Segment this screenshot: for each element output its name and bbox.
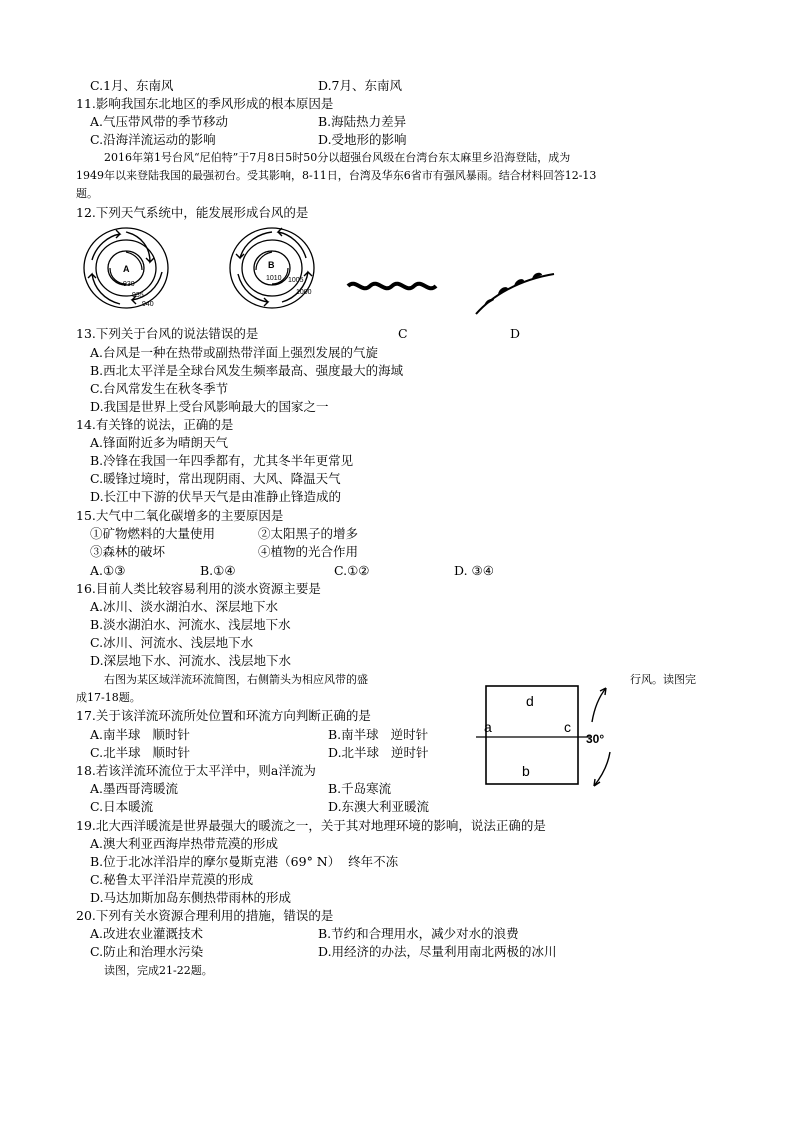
q17-option-d: D.北半球 逆时针 bbox=[328, 745, 429, 760]
current-label-d: d bbox=[526, 693, 534, 709]
q14-option-b: B.冷锋在我国一年四季都有，尤其冬半年更常见 bbox=[90, 453, 354, 468]
typhoon-material-line3: 题。 bbox=[76, 187, 98, 200]
q13-option-c: C.台风常发生在秋冬季节 bbox=[90, 381, 229, 396]
q17-stem: 17.关于该洋流环流所处位置和环流方向判断正确的是 bbox=[76, 708, 371, 723]
q18-option-d: D.东澳大利亚暖流 bbox=[328, 799, 430, 814]
q12-diagram-a-center-label: A bbox=[123, 264, 130, 274]
q15-stem: 15.大气中二氧化碳增多的主要原因是 bbox=[76, 508, 284, 523]
q20-option-c: C.防止和治理水污染 bbox=[90, 944, 204, 959]
q18-stem: 18.若该洋流环流位于太平洋中，则a洋流为 bbox=[76, 763, 316, 778]
q13-option-b: B.西北太平洋是全球台风发生频率最高、强度最大的海域 bbox=[90, 363, 404, 378]
typhoon-material-line1: 2016年第1号台风“尼伯特”于7月8日5时50分以超强台风级在台湾台东太麻里乡沿海登陆，成为 bbox=[104, 151, 571, 164]
q17-option-c: C.北半球 顺时针 bbox=[90, 745, 191, 760]
q13-option-d: D.我国是世界上受台风影响最大的国家之一 bbox=[90, 399, 329, 414]
current-material-line1b: 行风。读图完 bbox=[630, 673, 696, 686]
q14-option-d: D.长江中下游的伏旱天气是由准静止锋造成的 bbox=[90, 489, 342, 504]
q19-option-b: B.位于北冰洋沿岸的摩尔曼斯克港（69° N） 终年不冻 bbox=[90, 854, 399, 869]
q15-item-1: ①矿物燃料的大量使用 bbox=[90, 526, 216, 541]
q19-option-d: D.马达加斯加岛东侧热带雨林的形成 bbox=[90, 890, 292, 905]
q10-option-c: C.1月、东南风 bbox=[90, 78, 174, 93]
current-label-b: b bbox=[522, 763, 530, 779]
q20-stem: 20.下列有关水资源合理利用的措施，错误的是 bbox=[76, 908, 334, 923]
q12-diagram-d-front bbox=[470, 262, 560, 318]
q10-option-d: D.7月、东南风 bbox=[318, 78, 403, 93]
current-material-line1a: 右图为某区域洋流环流简图，右侧箭头为相应风带的盛 bbox=[104, 673, 368, 686]
q19-stem: 19.北大西洋暖流是世界最强大的暖流之一，关于其对地理环境的影响，说法正确的是 bbox=[76, 818, 546, 833]
q12-diagram-b-isobar-2: 1005 bbox=[288, 277, 304, 284]
ocean-current-diagram bbox=[470, 680, 620, 792]
q16-option-c: C.冰川、河流水、浅层地下水 bbox=[90, 635, 254, 650]
q12-diagram-a-isobar-1: 930 bbox=[123, 281, 135, 288]
q15-option-c: C.①② bbox=[334, 563, 370, 578]
q11-option-c: C.沿海洋流运动的影响 bbox=[90, 132, 216, 147]
q16-stem: 16.目前人类比较容易利用的淡水资源主要是 bbox=[76, 581, 321, 596]
q11-option-a: A.气压带风带的季节移动 bbox=[90, 114, 229, 129]
q18-option-b: B.千岛寒流 bbox=[328, 781, 392, 796]
q20-option-b: B.节约和合理用水，减少对水的浪费 bbox=[318, 926, 519, 941]
q20-option-a: A.改进农业灌溉技术 bbox=[90, 926, 204, 941]
q19-option-a: A.澳大利亚西海岸热带荒漠的形成 bbox=[90, 836, 279, 851]
q18-option-a: A.墨西哥湾暖流 bbox=[90, 781, 179, 796]
q12-diagram-b bbox=[226, 222, 318, 314]
q12-stem: 12.下列天气系统中，能发展形成台风的是 bbox=[76, 205, 309, 220]
q12-label-c: C bbox=[398, 326, 408, 341]
q16-option-d: D.深层地下水、河流水、浅层地下水 bbox=[90, 653, 292, 668]
q12-label-d: D bbox=[510, 326, 521, 341]
q12-diagram-c-front bbox=[344, 272, 444, 306]
q15-item-4: ④植物的光合作用 bbox=[258, 544, 359, 559]
q11-stem: 11.影响我国东北地区的季风形成的根本原因是 bbox=[76, 96, 334, 111]
q12-diagram-b-isobar-3: 1000 bbox=[296, 289, 312, 296]
next-section-instruction: 读图，完成21-22题。 bbox=[104, 964, 213, 977]
q19-option-c: C.秘鲁太平洋沿岸荒漠的形成 bbox=[90, 872, 254, 887]
q13-option-a: A.台风是一种在热带或副热带洋面上强烈发展的气旋 bbox=[90, 345, 379, 360]
current-label-c: c bbox=[564, 719, 571, 735]
q12-diagram-a bbox=[80, 222, 170, 314]
q20-option-d: D.用经济的办法，尽量利用南北两极的冰川 bbox=[318, 944, 557, 959]
q15-option-a: A.①③ bbox=[90, 563, 126, 578]
current-label-a: a bbox=[484, 719, 492, 735]
q14-option-a: A.锋面附近多为晴朗天气 bbox=[90, 435, 229, 450]
q12-diagram-b-center-label: B bbox=[268, 260, 275, 270]
q15-option-d: D. ③④ bbox=[454, 563, 494, 578]
latitude-30-label: 30° bbox=[586, 732, 605, 746]
current-material-line2: 成17-18题。 bbox=[76, 691, 141, 704]
q12-diagram-b-isobar-1: 1010 bbox=[266, 275, 282, 282]
q16-option-b: B.淡水湖泊水、河流水、浅层地下水 bbox=[90, 617, 291, 632]
q14-option-c: C.暖锋过境时，常出现阴雨、大风、降温天气 bbox=[90, 471, 341, 486]
q12-diagram-a-isobar-2: 935 bbox=[132, 292, 144, 299]
q15-item-2: ②太阳黑子的增多 bbox=[258, 526, 359, 541]
q12-diagram-a-isobar-3: 940 bbox=[142, 301, 154, 308]
q11-option-b: B.海陆热力差异 bbox=[318, 114, 407, 129]
q16-option-a: A.冰川、淡水湖泊水、深层地下水 bbox=[90, 599, 279, 614]
q17-option-a: A.南半球 顺时针 bbox=[90, 727, 190, 742]
q13-stem: 13.下列关于台风的说法错误的是 bbox=[76, 326, 259, 341]
q17-option-b: B.南半球 逆时针 bbox=[328, 727, 429, 742]
q15-option-b: B.①④ bbox=[200, 563, 236, 578]
q18-option-c: C.日本暖流 bbox=[90, 799, 154, 814]
typhoon-material-line2: 1949年以来登陆我国的最强初台。受其影响，8-11日，台湾及华东6省市有强风暴雨。结合材料回答12-13 bbox=[76, 169, 597, 182]
q15-item-3: ③森林的破坏 bbox=[90, 544, 166, 559]
q11-option-d: D.受地形的影响 bbox=[318, 132, 407, 147]
q14-stem: 14.有关锋的说法，正确的是 bbox=[76, 417, 234, 432]
